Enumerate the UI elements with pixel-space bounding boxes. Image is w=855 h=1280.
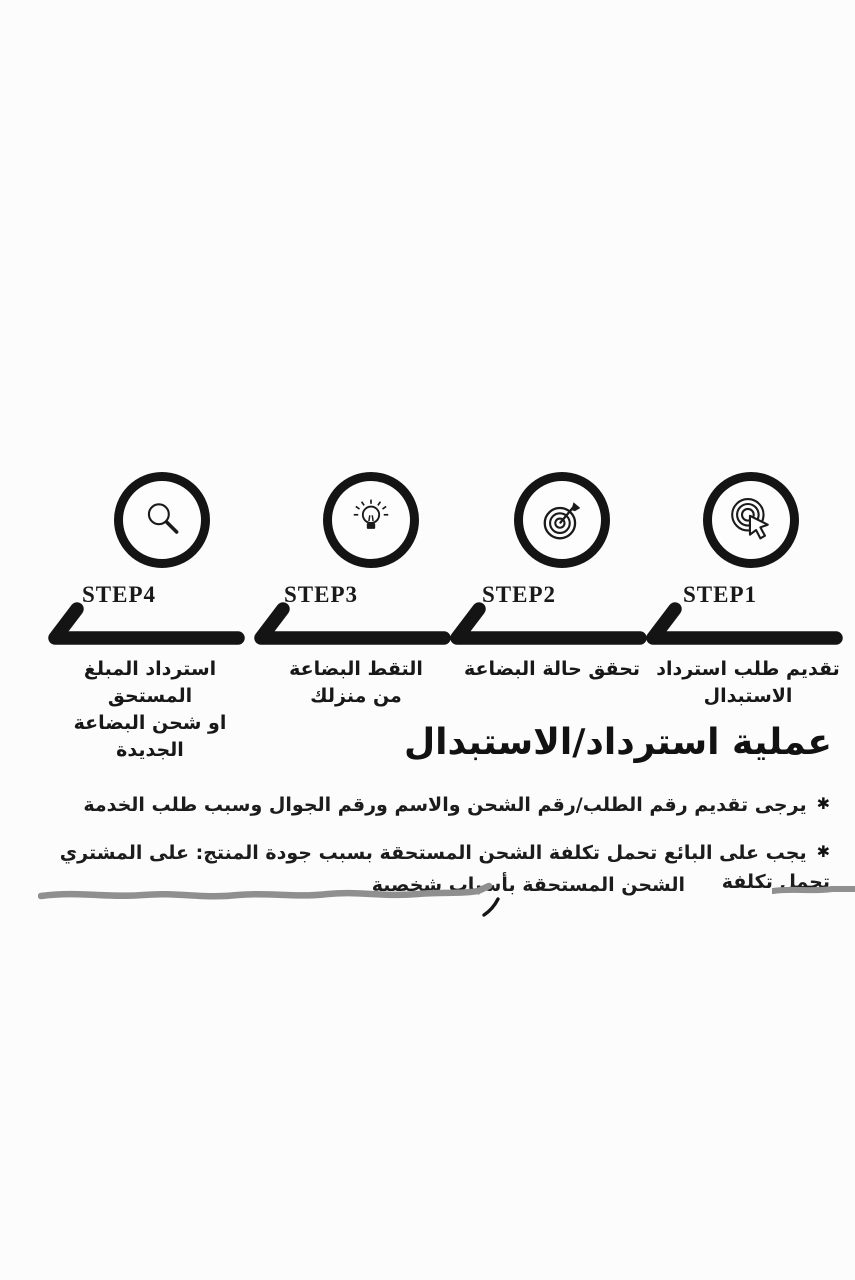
step-4-description: [50, 656, 250, 764]
bullet-item-1: [30, 791, 830, 820]
step-2-desc-line1: تحقق حالة البضاعة: [463, 658, 641, 680]
scribble-underline-left: [38, 881, 493, 907]
step-1-circle: [703, 472, 799, 568]
click-cursor-icon: [728, 497, 774, 543]
target-dart-icon: [539, 497, 585, 543]
step-4-desc-line1: استرداد المبلغ المستحق: [83, 658, 217, 707]
step-3-column: [256, 460, 456, 720]
asterisk-bullet-icon: ✱: [816, 794, 830, 813]
step-2-description: [452, 656, 652, 683]
step-1-arrow-swoosh: [646, 601, 846, 649]
step-1-column: [648, 460, 848, 720]
step-3-arrow-swoosh: [254, 601, 454, 649]
step-3-description: [256, 656, 456, 710]
step-4-desc-line2: او شحن البضاعة الجديدة: [73, 712, 227, 761]
bullet-2-text: يجب على البائع تحمل تكلفة الشحن المستحقة بسبب جودة المنتج: على المشتري تحمل تكلفة: [59, 842, 830, 893]
step-4-circle: [114, 472, 210, 568]
step-1-description: [648, 656, 848, 710]
pen-hook-mark: [482, 897, 502, 919]
page-title: عملية استرداد/الاستبدال: [403, 722, 832, 763]
step-3-desc-line2: من منزلك: [310, 685, 402, 707]
lightbulb-icon: [348, 497, 394, 543]
step-4-arrow-swoosh: [48, 601, 248, 649]
bullet-1-text: يرجى تقديم رقم الطلب/رقم الشحن والاسم ورقم الجوال وسبب طلب الخدمة: [83, 794, 807, 816]
step-4-column: [50, 460, 250, 761]
step-1-desc-line2: الاستبدال: [703, 685, 793, 707]
step-2-circle: [514, 472, 610, 568]
step-1-label: STEP1: [683, 582, 758, 607]
step-3-label: STEP3: [284, 582, 359, 607]
step-1-desc-line1: تقديم طلب استرداد: [656, 658, 840, 680]
step-3-circle: [323, 472, 419, 568]
step-4-label: STEP4: [82, 582, 157, 607]
step-2-label: STEP2: [482, 582, 557, 607]
magnifier-icon: [139, 497, 185, 543]
step-2-arrow-swoosh: [450, 601, 650, 649]
scribble-underline-right: [772, 883, 855, 897]
step-2-column: [452, 460, 652, 720]
asterisk-bullet-icon: ✱: [816, 842, 830, 861]
bullet-2-text-line2: الشحن المستحقة بأسباب شخصية: [371, 874, 685, 896]
step-3-desc-line1: التقط البضاعة: [289, 658, 423, 680]
